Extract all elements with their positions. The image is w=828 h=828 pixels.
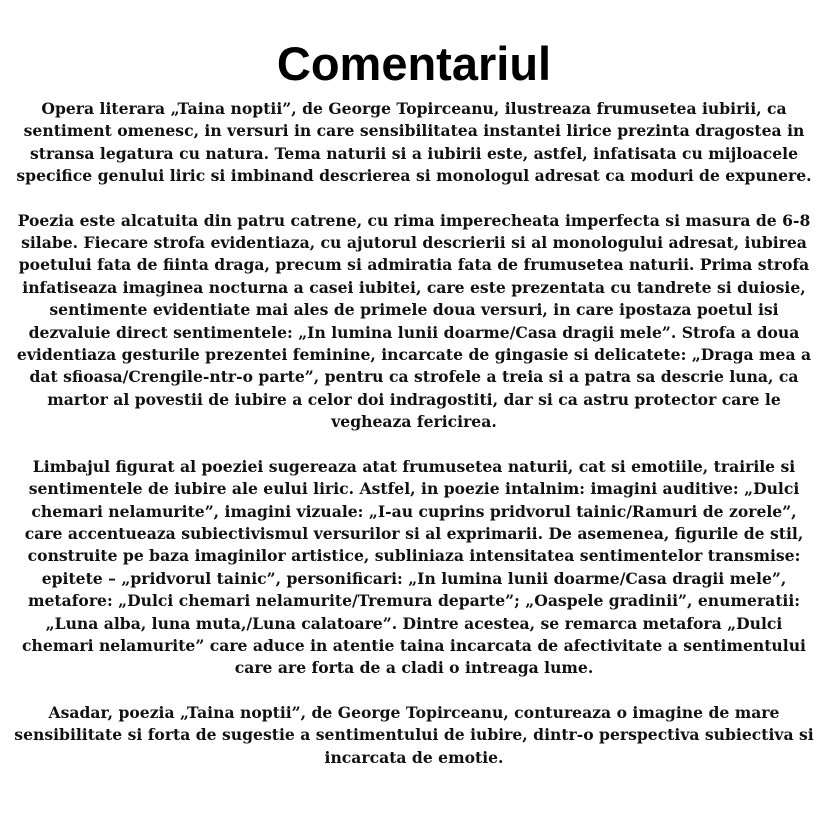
paragraph-introduction: Opera literara „Taina noptii”, de George Topirceanu, ilustreaza frumusetea iubirii, ca sentiment omenesc, in versuri in care sensibilitatea instantei lirice prezinta dragostea in stransa legatura cu natura. Tema naturii si a iubirii este, astfel, infatisata cu mijloacele specifice genului liric si imbinand descrierea si monologul adresat ca moduri de expunere.	[16, 99, 812, 186]
page-title: Comentariul	[276, 37, 552, 90]
paragraph-conclusion: Asadar, poezia „Taina noptii”, de George Topirceanu, contureaza o imagine de mare sensibilitate si forta de sugestie a sentimentului de iubire, dintr-o perspectiva subiectiva si incarcata de emotie.	[14, 702, 814, 767]
paragraph-figurative-language: Limbajul figurat al poeziei sugereaza atat frumusetea naturii, cat si emotiile, trairile si sentimentele de iubire ale eului liric. Astfel, in poezie intalnim: imagini auditive: „Dulci chemari nelamurite”, imagini vizuale: „I-au cuprins pridvorul tainic/Ramuri de zorele”, care accentueaza subiectivismul versurilor si al exprimarii. De asemenea, figurile de stil, construite pe baza imaginilor artistice, subliniaza intensitatea sentimentelor transmise: epitete – „pridvorul tainic”, personificari: „In lumina lunii doarme/Casa dragii mele”, metafore: „Dulci chemari nelamurite/Tremura departe”; „Oaspele gradinii”, enumeratii: „Luna alba, luna muta,/Luna calatoare”. Dintre acestea, se remarca metafora „Dulci chemari nelamurite” care aduce in atentie taina incarcata de afectivitate a sentimentului care are forta de a cladi o intreaga lume.	[22, 456, 806, 678]
paragraph-structure: Poezia este alcatuita din patru catrene, cu rima imperecheata imperfecta si masura de 6-8 silabe. Fiecare strofa evidentiaza, cu ajutorul descrierii si al monologului adresat, iubirea poetului fata de fiinta draga, precum si admiratia fata de frumusetea naturii. Prima strofa infatiseaza imaginea nocturna a casei iubitei, care este prezentata cu tandrete si duiosie, sentimente evidentiate mai ales de primele doua versuri, in care ipostaza poetul isi dezvaluie direct sentimentele: „In lumina lunii doarme/Casa dragii mele”. Strofa a doua evidentiaza gesturile prezentei feminine, incarcate de gingasie si delicatete: „Draga mea a dat sfioasa/Crengile-ntr-o parte”, pentru ca strofele a treia si a patra sa descrie luna, ca martor al povestii de iubire a celor doi indragostiti, dar si ca astru protector care le vegheaza fericirea.	[16, 210, 812, 432]
